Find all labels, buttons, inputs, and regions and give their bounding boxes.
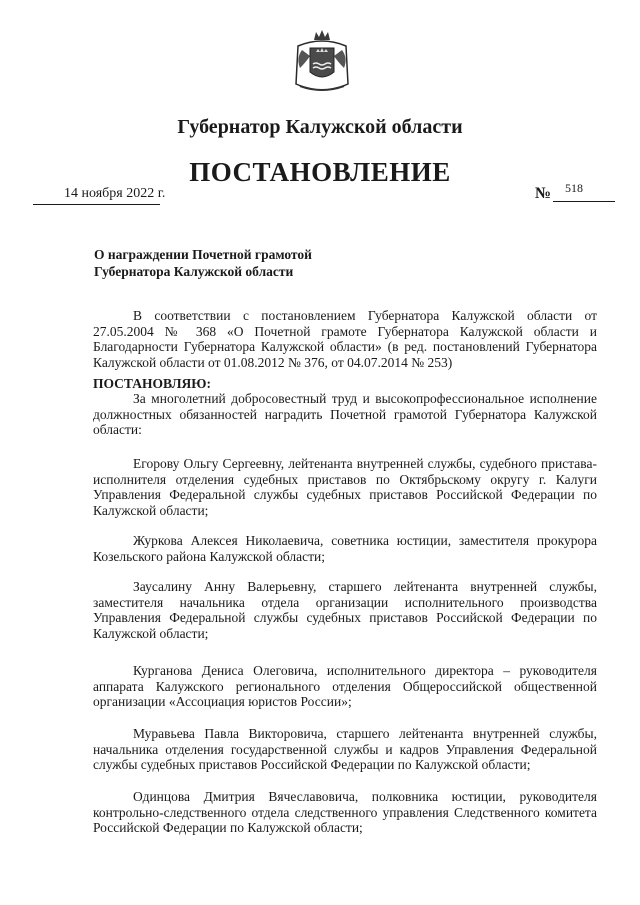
awardee-paragraph: Одинцова Дмитрия Вячеславовича, полковника юстиции, руководителя контрольно-следственного отдела следственного управления Следственного комитета Российской Федерации по Калужской области; [93,789,597,835]
coat-of-arms-emblem [292,28,352,98]
date-underline [33,204,160,205]
issuer-title: Губернатор Калужской области [177,116,463,138]
number-label: № [535,185,552,202]
awardee-paragraph: Заусалину Анну Валерьевну, старшего лейтенанта внутренней службы, заместителя начальника отдела организации исполнительного производства Управления Федеральной службы судебных приставов Российской Федерации по Калужской области; [93,579,597,641]
decree-word: ПОСТАНОВЛЯЮ: [93,376,211,391]
document-type-title: ПОСТАНОВЛЕНИЕ [189,157,451,187]
subject-line: О награждении Почетной грамотой [94,247,312,262]
number-underline [553,201,615,202]
preamble-paragraph: В соответствии с постановлением Губернатора Калужской области от 27.05.2004 № 368 «О Почетной грамоте Губернатора Калужской области и Благодарности Губернатора Калужской области» (в ред. постановлений Губернатора Калужской области от 01.08.2012 № 376, от 04.07.2014 № 253) [93,308,597,370]
awardee-paragraph: Муравьева Павла Викторовича, старшего лейтенанта внутренней службы, начальника отделения государственной службы и кадров Управления Федеральной службы судебных приставов Российской Федерации по Калужской области; [93,726,597,772]
intro-paragraph: За многолетний добросовестный труд и высокопрофессиональное исполнение должностных обязанностей наградить Почетной грамотой Губернатора Калужской области: [93,391,597,437]
document-date: 14 ноября 2022 г. [64,186,166,201]
document-subject [94,246,312,280]
awardee-paragraph: Егорову Ольгу Сергеевну, лейтенанта внутренней службы, судебного пристава-исполнителя отделения судебных приставов по Октябрьскому округу г. Калуги Управления Федеральной службы судебных приставов Российской Федерации по Калужской области; [93,456,597,518]
awardee-paragraph: Курганова Дениса Олеговича, исполнительного директора – руководителя аппарата Калужского регионального отделения Общероссийской общественной организации «Ассоциация юристов России»; [93,663,597,709]
subject-line: Губернатора Калужской области [94,264,294,279]
document-number: 518 [565,181,583,195]
awardee-paragraph: Журкова Алексея Николаевича, советника юстиции, заместителя прокурора Козельского района Калужской области; [93,533,597,564]
